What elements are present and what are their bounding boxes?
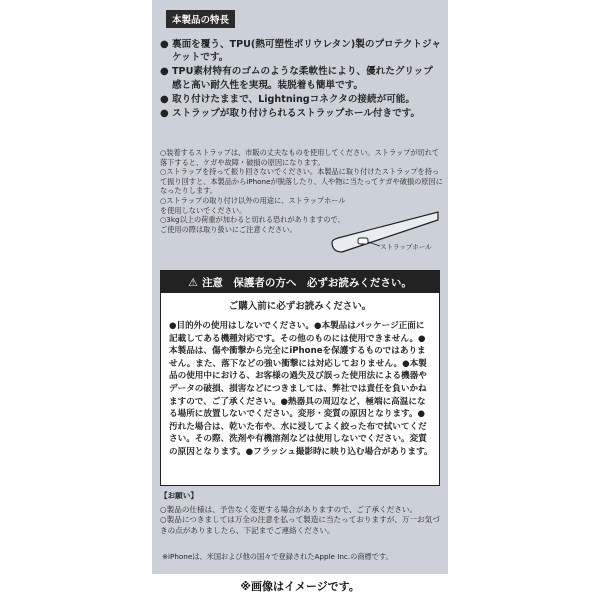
caution-subheading: ご購入前に必ずお読みください。 [228, 301, 372, 312]
bullet-icon: ● [160, 108, 169, 120]
trademark-note: ※iPhoneは、米国および他の国々で登録されたApple Inc.の商標です。 [162, 552, 393, 561]
request-item: ○製品につきましては万全の注意を払って製造に当たっておりますが、万一お気づきの点がありましたら、下記までご連絡ください。 [160, 515, 440, 535]
feature-list [160, 38, 442, 121]
bullet-icon: ● [160, 66, 169, 78]
caution-header-text: 注意 保護者の方へ 必ずお読みください。 [201, 276, 412, 289]
note-item: ○ストラップを持って振り回さないでください。本製品に取り付けたストラップを持って振り回すと、本製品からiPhoneが脱落したり、人や物に当たってケガや破損の原因になったりします。 [160, 167, 443, 196]
feature-item [160, 107, 442, 120]
caution-box [160, 270, 440, 486]
feature-text: 裏面を覆う、TPU(熱可塑性ポリウレタン)製のプロテクトジャケットです。 [172, 39, 442, 64]
image-caption: ※画像はイメージです。 [240, 580, 360, 593]
strap-hole-label: ストラップホール [380, 243, 432, 251]
features-title: 本製品の特長 [166, 10, 235, 28]
package-back-panel [152, 0, 448, 574]
feature-text: TPU素材特有のゴムのような柔軟性により、優れたグリップ感と高い耐久性を実現。装脱着も簡単です。 [172, 66, 433, 91]
warning-triangle-icon: ⚠ [188, 275, 198, 289]
feature-item [160, 38, 442, 64]
feature-text: ストラップが取り付けられるストラップホール付きです。 [172, 108, 421, 120]
request-section [160, 490, 446, 536]
feature-text: 取り付けたままで、Lightningコネクタの接続が可能。 [172, 93, 415, 105]
bullet-icon: ● [160, 93, 169, 105]
request-title: 【お願い】 [160, 491, 198, 500]
feature-item [160, 93, 442, 106]
caution-header [161, 271, 439, 293]
bullet-icon: ● [160, 39, 169, 50]
note-item: ○装着するストラップは、市販の丈夫なものを使用してください。ストラップが切れて落下すると、ケガや故障・破損の原因になります。 [160, 148, 440, 167]
note-item: ○3kg以上の荷重が加わると切れる恐れがありますので、ご使用の際は取り扱いにご注意ください。 [160, 215, 345, 234]
request-item: ○製品の仕様は、予告なく変更する場合がありますので、ご了承ください。 [160, 505, 418, 514]
note-item: ○ストラップの取り付け以外の用途に、ストラップホールを使用しないでください。 [160, 195, 346, 215]
caution-body: ●目的外の使用はしないでください。●本製品はパッケージ正面に記載してある機種対応です。その他のものには使用できません。●本製品は、傷や衝撃から完全にiPhoneを保護するものではありません。また、落下などの強い衝撃には対応しておりません。●本製品の使用中における、お客様の過失及び誤った使用法による機器やデータの破損、損害などにつきましては、弊社では責任を負いかねますので、ご了承ください。●熱器具の周辺など、極端に高温になる場所に放置しないでください。変形・変質の原因となります。●汚れた場合は、乾いた布や、水に浸してよく絞った布で拭いてください。その際、洗剤や有機溶剤などは使用しないでください。変質の原因となります。●フラッシュ撮影時に映り込む場合があります。 [169, 321, 433, 457]
feature-item [160, 65, 442, 91]
